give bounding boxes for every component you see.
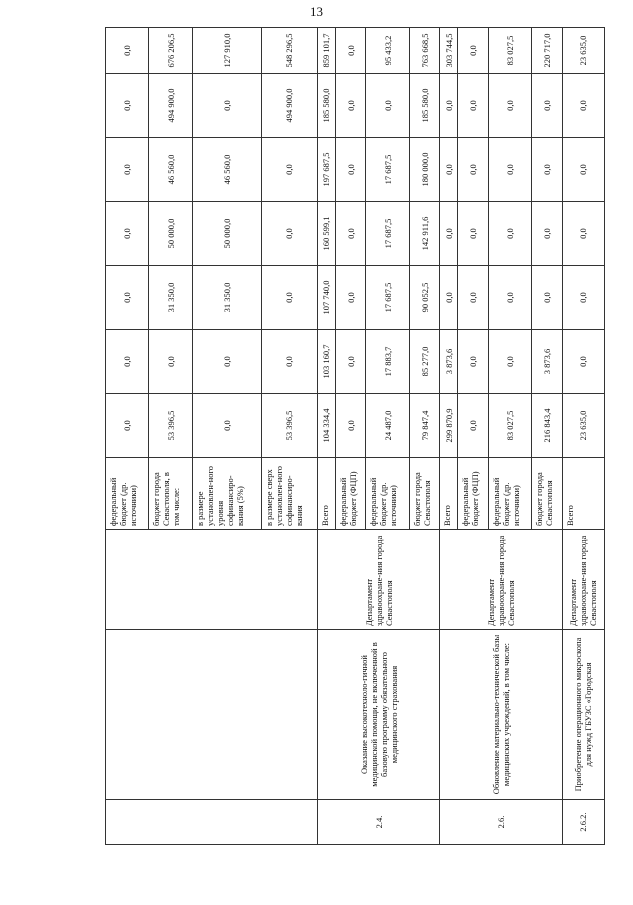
value-cell: 0,0: [440, 74, 458, 138]
value-cell: 0,0: [106, 28, 149, 74]
value-cell: 0,0: [335, 330, 366, 394]
value-cell: 0,0: [366, 74, 409, 138]
value-cell: 85 277,0: [409, 330, 440, 394]
value-cell: 0,0: [192, 330, 261, 394]
value-cell: 17 687,5: [366, 202, 409, 266]
value-cell: 180 000,0: [409, 138, 440, 202]
table-row: [106, 28, 149, 845]
value-cell: 0,0: [106, 394, 149, 458]
value-cell: 0,0: [106, 330, 149, 394]
value-cell: 0,0: [106, 138, 149, 202]
row-name: Оказание высокотехноло-гичной медицинской помощи, не включенной в базовую программу обязательного медицинского страхования: [317, 630, 440, 800]
row-department: [106, 530, 318, 630]
value-cell: 104 334,4: [317, 394, 335, 458]
value-cell: 24 487,0: [366, 394, 409, 458]
value-cell: 0,0: [192, 394, 261, 458]
value-cell: 17 687,5: [366, 138, 409, 202]
value-cell: 83 027,5: [488, 28, 531, 74]
value-cell: 220 717,0: [532, 28, 563, 74]
value-cell: 0,0: [532, 202, 563, 266]
source-cell: федеральный бюджет (др. источники): [488, 458, 531, 530]
value-cell: 0,0: [261, 266, 317, 330]
value-cell: 185 580,0: [317, 74, 335, 138]
value-cell: 494 900,0: [261, 74, 317, 138]
source-cell: бюджет города Севастополя, в том числе:: [149, 458, 192, 530]
value-cell: 0,0: [192, 74, 261, 138]
value-cell: 23 635,0: [562, 394, 604, 458]
value-cell: 0,0: [335, 394, 366, 458]
row-number: 2.6.: [440, 800, 563, 845]
value-cell: 142 911,6: [409, 202, 440, 266]
source-cell: в размере установлен-ного уровня софинансиро-вания (5%): [192, 458, 261, 530]
row-number: 2.6.2.: [562, 800, 604, 845]
table-row: [440, 28, 458, 845]
value-cell: 185 580,0: [409, 74, 440, 138]
budget-table: [105, 27, 605, 845]
value-cell: 0,0: [149, 330, 192, 394]
value-cell: 0,0: [458, 74, 489, 138]
value-cell: 3 873,6: [440, 330, 458, 394]
value-cell: 0,0: [488, 74, 531, 138]
value-cell: 0,0: [562, 138, 604, 202]
page-number: 13: [310, 4, 323, 19]
value-cell: 53 396,5: [149, 394, 192, 458]
value-cell: 0,0: [335, 28, 366, 74]
value-cell: 0,0: [562, 202, 604, 266]
value-cell: 46 560,0: [149, 138, 192, 202]
value-cell: 0,0: [532, 74, 563, 138]
value-cell: 0,0: [458, 202, 489, 266]
value-cell: 17 687,5: [366, 266, 409, 330]
value-cell: 103 160,7: [317, 330, 335, 394]
value-cell: 0,0: [488, 138, 531, 202]
value-cell: 676 206,5: [149, 28, 192, 74]
value-cell: 79 847,4: [409, 394, 440, 458]
value-cell: 90 052,5: [409, 266, 440, 330]
value-cell: 0,0: [261, 202, 317, 266]
value-cell: 160 599,1: [317, 202, 335, 266]
row-department: Департамент здравоохране-ния города Севастополя: [440, 530, 563, 630]
value-cell: 3 873,6: [532, 330, 563, 394]
table-row: [562, 28, 604, 845]
value-cell: 859 101,7: [317, 28, 335, 74]
value-cell: 548 296,5: [261, 28, 317, 74]
value-cell: 83 027,5: [488, 394, 531, 458]
table-row: [317, 28, 335, 845]
value-cell: 0,0: [106, 74, 149, 138]
value-cell: 0,0: [335, 202, 366, 266]
value-cell: 0,0: [562, 266, 604, 330]
value-cell: 50 000,0: [149, 202, 192, 266]
row-name: Обновление материально-технической базы медицинских учреждений, в том числе:: [440, 630, 563, 800]
value-cell: 197 687,5: [317, 138, 335, 202]
row-name: [106, 630, 318, 800]
value-cell: 23 635,0: [562, 28, 604, 74]
source-cell: Всего: [562, 458, 604, 530]
value-cell: 0,0: [488, 330, 531, 394]
source-cell: федеральный бюджет (ФЦП): [458, 458, 489, 530]
source-cell: бюджет города Севастополя: [409, 458, 440, 530]
row-number: 2.4.: [317, 800, 440, 845]
value-cell: 0,0: [562, 74, 604, 138]
source-cell: Всего: [440, 458, 458, 530]
value-cell: 303 744,5: [440, 28, 458, 74]
value-cell: 494 900,0: [149, 74, 192, 138]
value-cell: 0,0: [532, 138, 563, 202]
source-cell: федеральный бюджет (др. источники): [106, 458, 149, 530]
value-cell: 53 396,5: [261, 394, 317, 458]
row-department: Департамент здравоохране-ния города Севастополя: [562, 530, 604, 630]
source-cell: бюджет города Севастополя: [532, 458, 563, 530]
value-cell: 17 883,7: [366, 330, 409, 394]
source-cell: федеральный бюджет (ФЦП): [335, 458, 366, 530]
value-cell: 0,0: [261, 330, 317, 394]
value-cell: 0,0: [261, 138, 317, 202]
value-cell: 0,0: [458, 266, 489, 330]
value-cell: 0,0: [458, 28, 489, 74]
value-cell: 0,0: [440, 138, 458, 202]
value-cell: 0,0: [562, 330, 604, 394]
rotated-table-container: [105, 28, 605, 845]
value-cell: 95 433,2: [366, 28, 409, 74]
row-name: Приобретение операционного микроскопа для нужд ГБУЗС «Городская: [562, 630, 604, 800]
value-cell: 46 560,0: [192, 138, 261, 202]
value-cell: 299 870,9: [440, 394, 458, 458]
value-cell: 0,0: [335, 138, 366, 202]
source-cell: в размере сверх установлен-ного софинансиро-вания: [261, 458, 317, 530]
value-cell: 0,0: [532, 266, 563, 330]
value-cell: 763 668,5: [409, 28, 440, 74]
value-cell: 127 910,0: [192, 28, 261, 74]
row-number: [106, 800, 318, 845]
value-cell: 0,0: [458, 394, 489, 458]
value-cell: 0,0: [458, 138, 489, 202]
value-cell: 31 350,0: [192, 266, 261, 330]
source-cell: федеральный бюджет (др. источники): [366, 458, 409, 530]
value-cell: 0,0: [440, 202, 458, 266]
value-cell: 0,0: [488, 202, 531, 266]
source-cell: Всего: [317, 458, 335, 530]
value-cell: 216 843,4: [532, 394, 563, 458]
value-cell: 50 000,0: [192, 202, 261, 266]
value-cell: 31 350,0: [149, 266, 192, 330]
value-cell: 0,0: [440, 266, 458, 330]
value-cell: 0,0: [458, 330, 489, 394]
value-cell: 0,0: [488, 266, 531, 330]
value-cell: 0,0: [335, 74, 366, 138]
value-cell: 0,0: [335, 266, 366, 330]
value-cell: 0,0: [106, 202, 149, 266]
value-cell: 107 740,0: [317, 266, 335, 330]
value-cell: 0,0: [106, 266, 149, 330]
row-department: Департамент здравоохране-ния города Севастополя: [317, 530, 440, 630]
